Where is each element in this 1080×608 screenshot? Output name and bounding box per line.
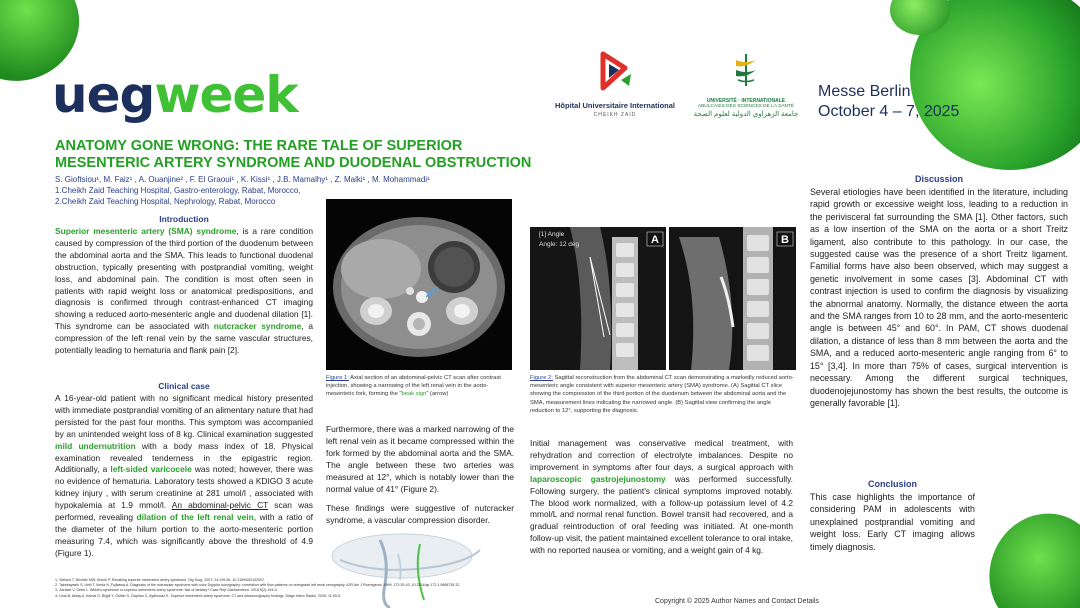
figure-2-label: Figure 2: bbox=[530, 375, 553, 381]
event-dates: October 4 – 7, 2025 bbox=[818, 103, 960, 120]
poster-title-line-2: MESENTERIC ARTERY SYNDROME AND DUODENAL OBSTRUCTION bbox=[55, 155, 532, 171]
figure-1-ct-image bbox=[326, 199, 512, 370]
event-venue: Messe Berlin bbox=[818, 83, 911, 100]
figure-2-overlay-line-2: Angle: 12 deg bbox=[539, 241, 580, 248]
logo-part-ueg: ueg bbox=[52, 66, 155, 124]
clinical-highlight-undernutrition: mild undernutrition bbox=[55, 440, 136, 451]
management-text bbox=[530, 438, 793, 557]
conclusion-text: This case highlights the importance of considering PAM in adolescents with unexplained postprandial vomiting and weight loss. Early CT imaging allows timely diagnosis. bbox=[810, 492, 975, 552]
clinical-text-part-4: scan was performed, revealing bbox=[55, 500, 313, 523]
hospital-subname: CHEIKH ZAID bbox=[593, 112, 637, 118]
introduction-text bbox=[55, 226, 313, 357]
discussion-heading: Discussion bbox=[914, 174, 963, 184]
university-line-2: ABULCASIS DES SCIENCES DE LA SANTÉ bbox=[697, 104, 795, 109]
clinical-text-part-3: was noted; however, there was no evidence of hematuria. Laboratory tests showed a KDIGO 3 acute kidney injury , with serum creatinine at 281 umol/l , associated with hypokalemia at 1.9 mmol/l. bbox=[55, 464, 313, 511]
axial-ct-illustration bbox=[326, 199, 512, 370]
clinical-highlight-renal-vein: dilation of the left renal vein bbox=[136, 512, 254, 523]
management-text-part-1: Initial management was conservative medical treatment, with rehydration and correction of electrolyte imbalances. Despite no improvement in symptoms after four days, a surgical approach with bbox=[530, 438, 793, 472]
middle-paragraph-1: Furthermore, there was a marked narrowing of the left renal vein as it became compressed within the fork formed by the abdominal aorta and the SMA. The angle between these two arteries was measured at 12°, which is notably lower than the normal value of 41° (Figure 2). bbox=[326, 424, 514, 494]
figure-2-caption-text: Sagittal reconstruction from the abdominal CT scan demonstrating a markedly reduced aorto- mesenteric angle consistent with superior mesenteric artery (SMA) syndrome. (A) Sagittal CT slice showing the compression of the third portion of the duodenum between the abdominal aorta and the SMA, measurement lines indicating the narrowed angle. (B) Sagittal view confirming the angle reduction to 12°, supporting the diagnosis. bbox=[530, 375, 794, 414]
figure-2-panel-b-label: B bbox=[781, 234, 789, 246]
reference-item: 3- Zaraket V, Deeb L. Wilkie's syndrome or superior mesenteric artery syndrome: fact or fantasy? Case Rep Gastroenterol. 2015;9(2):194-9. bbox=[55, 588, 278, 593]
introduction-heading: Introduction bbox=[159, 214, 209, 224]
figure-1-label: Figure 1: bbox=[326, 375, 349, 381]
management-highlight-gastrojejunostomy: laparoscopic gastrojejunostomy bbox=[530, 473, 666, 484]
discussion-text: Several etiologies have been identified in the literature, including rapid growth or excessive weight loss, leading to a reduction in the perivisceral fat surrounding the SMA [1]. Other factors, such as a low insertion of the SMA on the aorta or a short Treitz ligament, also contribute to this pathology. In our case, the suggested cause was the presence of a short Treitz ligament. Familial forms have also been observed, which may suggest a genetic involvement in some cases [3]. Abdominal CT with contrast injection is used to confirm the diagnosis by visualizing the abnormal anatomy. Normally, the distance etween the aorta and the SMA ranges from 10 to 28 mm, and the aorto-mesenteric angle is between 45° and 60°. In PAM, CT shows duodenal dilation, a distance of less than 8 mm between the aorta and the SMA, and a reduced aorto-mesenteric angle ranging from 6° to 15° [3,4]. In more than 75% of cases, surgical intervention is necessary. Among the different surgical techniques, duodenojejunostomy has shown the best results, the outcome is generally favorable [1]. bbox=[810, 187, 1068, 408]
clinical-highlight-varicocele: left-sided varicocele bbox=[110, 464, 192, 475]
poster-title-line-1: ANATOMY GONE WRONG: THE RARE TALE OF SUPERIOR bbox=[55, 138, 463, 154]
clinical-text-part-2: with a body mass index of 18. Physical examination revealed tenderness in the epigastric region. Additionally, a bbox=[55, 440, 314, 475]
figure-2-panel-a bbox=[530, 227, 666, 370]
university-logo bbox=[690, 50, 802, 118]
figure-1-caption bbox=[326, 374, 514, 399]
event-info bbox=[818, 82, 959, 122]
poster-title bbox=[55, 138, 635, 172]
figure-1-caption-text-end: " (arrow) bbox=[426, 391, 449, 398]
affiliation-2: 2.Cheikh Zaid Teaching Hospital, Nephrology, Rabat, Morocco bbox=[55, 197, 276, 206]
reference-item: 4- Unal B, Aktaş A, Kemal G, Bilgili Y, Güliter S, Daphan C, Aydinuraz K. Superior mesenteric artery syndrome: CT and ultrasonography findings. Diagn Interv Radiol. 2005; 11:90-5. bbox=[55, 593, 341, 598]
hospital-emblem-icon bbox=[595, 50, 635, 92]
clinical-case-heading: Clinical case bbox=[158, 381, 210, 391]
intro-highlight-sma: Superior mesenteric artery (SMA) syndrome bbox=[55, 226, 237, 236]
figure-2-panel-b bbox=[669, 227, 796, 370]
figure-1-beak-sign: beak sign bbox=[401, 391, 427, 398]
intro-text-part-1: , is a rare condition caused by compression of the third portion of the duodenum between the abdominal aorta and the SMA. This leads to functional duodenal obstruction, typically presenting with postprandial vomiting, weight loss, and abdominal pain. The condition is most often seen in patients with rapid weight loss or anatomical predispositions, and diagnosis is confirmed through contrast-enhanced CT imaging showing a reduced aorto-mesenteric angle and duodenal dilation [1]. This syndrome can be associated with bbox=[55, 226, 314, 332]
management-text-part-2: was performed successfully. Following surgery, the patient's clinical symptoms improved notably. The blood work normalized, with a follow-up potassium level of 4.2 mmol/L and normal renal function. Bowel transit had recovered, and a gradual reintroduction of oral feeding was initiated. At one-month follow-up visit, the patient maintained excellent tolerance to oral intake, with no reported nausea or vomiting, and a weight gain of 4 kg. bbox=[530, 473, 793, 556]
sagittal-ct-b-illustration bbox=[669, 227, 796, 370]
figure-2-overlay-line-1: [1] Angle bbox=[539, 231, 565, 238]
author-names: S. Gioftsiou¹, M. Faiz¹ , A. Ouanjine² , F. El Graoui¹ , K. Kissi¹ , J.B. Mamalhy¹ , Z. Malki¹ , M. Mohammadi¹ bbox=[55, 175, 430, 184]
hospital-name: Hôpital Universitaire International bbox=[554, 101, 676, 110]
intro-highlight-nutcracker: nutcracker syndrome bbox=[213, 321, 302, 332]
figure-2-panel-a-label: A bbox=[651, 234, 659, 246]
figure-2-caption bbox=[530, 374, 796, 415]
clinical-underlined-ct: An abdominal-pelvic CT bbox=[171, 500, 269, 511]
university-emblem-icon bbox=[724, 50, 768, 90]
reference-item: 1- Welsch T, Büchler MW, Kienle P. Recalling superior mesenteric artery syndrome. Dig Surg. 2007; 24:149-56. 10.1159/000102097 bbox=[55, 578, 265, 582]
decorative-leaf-bottom-right bbox=[973, 498, 1080, 608]
ueg-week-logo bbox=[52, 66, 298, 124]
clinical-text-part-1: A 16-year-old patient with no significant medical history presented with immediate postprandial vomiting of an alimentary nature that had persisted for the past four months. This symptom was accompanied by an unintended weight loss of 8 kg. Clinical examination suggested bbox=[55, 393, 313, 439]
university-line-3-arabic: جامعة الزهراوي الدولية لعلوم الصحة bbox=[693, 111, 799, 118]
university-line-1: UNIVERSITÉ · INTERNATIONALE bbox=[706, 98, 786, 104]
references-list bbox=[55, 578, 615, 599]
middle-paragraph-2: These findings were suggestive of nutcracker syndrome, a vascular compression disorder. bbox=[326, 503, 514, 525]
clinical-text-part-5: , with a ratio of the diameter of the hilum portion to the aorto-mesenteric portion measuring 7.4, which was significantly above the threshold of 4.9 (Figure 1). bbox=[55, 512, 314, 558]
hospital-logo bbox=[552, 50, 678, 118]
copyright-notice: Copyright © 2025 Author Names and Contact Details bbox=[655, 598, 819, 605]
intro-text-part-2: , a compression of the left renal vein by the same vascular structures, potentially leading to hematuria and flank pain [2]. bbox=[55, 321, 314, 356]
reference-item: 2- Takebayashi S, Ueki T, Ikeda N, Fujikawa A. Diagnosis of the nutcracker syndrome with color Doppler sonography: correlation with flow patterns on retrograde left renal venography. AJR Am J Roentgenol. 1999; 172:39-43. 10.2214/ajr.172.1.9888735 32 bbox=[55, 583, 460, 588]
conclusion-heading: Conclusion bbox=[868, 479, 917, 489]
figure-1-caption-text: Axial section of an abdominal-pelvic CT scan after contrast injection, showing a narrowing of the left renal vein in the aorto-mesenteric fork, forming the " bbox=[326, 375, 501, 398]
affiliation-1: 1.Cheikh Zaid Teaching Hospital, Gastro-enterology, Rabat, Morocco, bbox=[55, 186, 301, 195]
sagittal-ct-a-illustration bbox=[530, 227, 666, 370]
logo-part-week: week bbox=[154, 66, 298, 124]
clinical-case-text bbox=[55, 393, 313, 560]
